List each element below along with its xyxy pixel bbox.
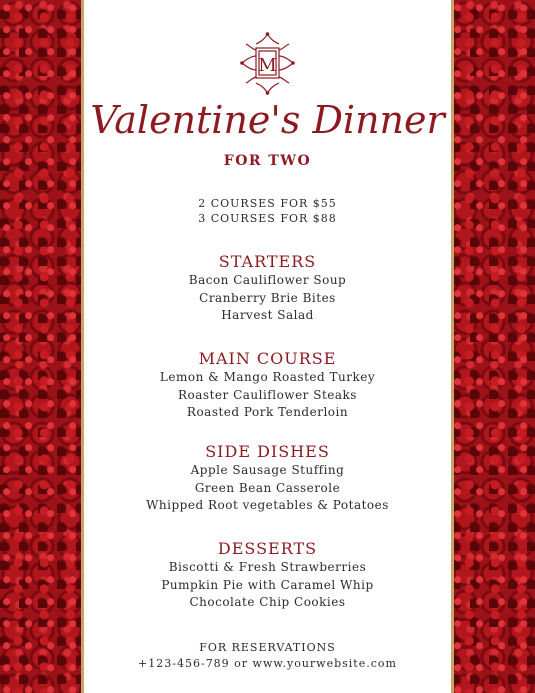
menu-item: Biscotti & Fresh Strawberries <box>168 560 367 574</box>
menu-item: Chocolate Chip Cookies <box>189 595 346 609</box>
section-heading: DESSERTS <box>217 539 318 558</box>
menu-item: Lemon & Mango Roasted Turkey <box>159 370 376 384</box>
section-heading: SIDE DISHES <box>205 442 330 461</box>
section-starters <box>84 252 451 325</box>
menu-item: Green Bean Casserole <box>194 480 341 495</box>
menu-title: Valentine's Dinner <box>90 98 445 142</box>
price-list <box>84 196 451 226</box>
menu-item: Roaster Cauliflower Steaks <box>178 387 357 402</box>
menu-item: Whipped Root vegetables & Potatoes <box>146 498 389 512</box>
menu-item: Apple Sausage Stuffing <box>190 463 345 477</box>
section-heading: STARTERS <box>218 252 317 271</box>
reservations-contact: +123-456-789 or www.yourwebsite.com <box>138 657 397 670</box>
section-side-dishes <box>84 442 451 515</box>
reservations-block <box>84 640 451 672</box>
reservations-label: FOR RESERVATIONS <box>199 641 336 654</box>
monogram-letter: M <box>258 55 277 76</box>
menu-item: Harvest Salad <box>221 308 314 322</box>
price-option: 2 COURSES FOR $55 <box>198 197 337 210</box>
section-main-course <box>84 349 451 422</box>
menu-panel-border <box>81 0 454 693</box>
menu-subtitle: FOR TWO <box>223 153 312 169</box>
monogram-crest-icon <box>234 30 301 97</box>
rose-background-right <box>451 0 535 693</box>
menu-item: Cranberry Brie Bites <box>199 290 336 305</box>
menu-panel <box>84 0 451 693</box>
section-desserts <box>84 539 451 612</box>
section-heading: MAIN COURSE <box>198 349 337 368</box>
rose-background-left <box>0 0 84 693</box>
menu-item: Pumpkin Pie with Caramel Whip <box>161 577 374 592</box>
price-option: 3 COURSES FOR $88 <box>198 212 337 225</box>
menu-item: Roasted Pork Tenderloin <box>186 405 349 419</box>
menu-item: Bacon Cauliflower Soup <box>188 273 347 287</box>
